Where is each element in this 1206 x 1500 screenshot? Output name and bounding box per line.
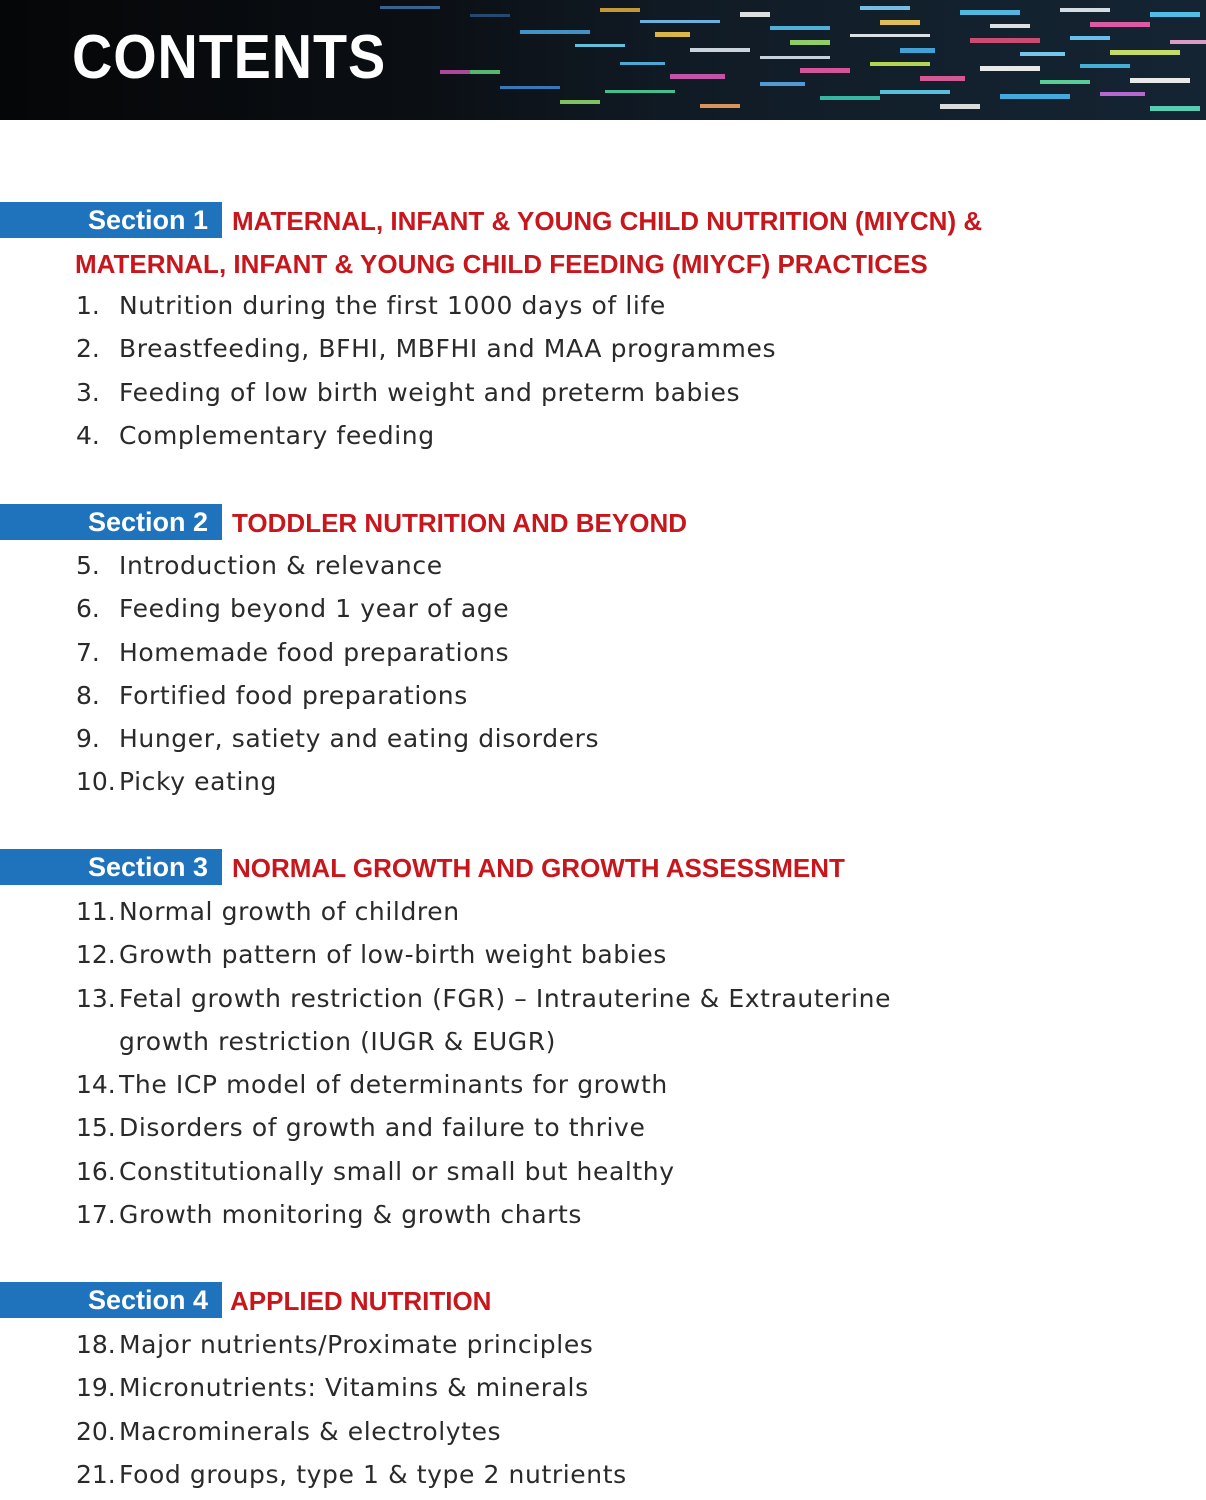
chapter-number: 1. bbox=[76, 291, 100, 320]
chapter-number: 2. bbox=[76, 334, 100, 364]
chapter-item[interactable] bbox=[76, 371, 776, 414]
section-header bbox=[0, 847, 1206, 887]
chapter-item[interactable] bbox=[76, 414, 776, 457]
chapter-item[interactable] bbox=[76, 1323, 627, 1366]
section-header bbox=[0, 1280, 1206, 1320]
chapter-title: Nutrition during the first 1000 days of life bbox=[119, 291, 666, 320]
chapter-number: 19. bbox=[76, 1373, 116, 1403]
chapter-title: Picky eating bbox=[119, 767, 277, 797]
chapter-number: 15. bbox=[76, 1113, 116, 1143]
chapter-title: Fortified food preparations bbox=[119, 680, 468, 710]
chapter-title: Feeding of low birth weight and preterm babies bbox=[119, 377, 741, 407]
chapter-number: 14. bbox=[76, 1070, 116, 1100]
section-title bbox=[232, 502, 1192, 545]
chapter-number: 18. bbox=[76, 1330, 116, 1359]
chapter-number: 7. bbox=[76, 637, 100, 667]
section-title-line1: APPLIED NUTRITION bbox=[230, 1286, 492, 1316]
chapter-number: 16. bbox=[76, 1156, 116, 1186]
chapter-item[interactable] bbox=[76, 1193, 891, 1236]
chapter-item[interactable] bbox=[76, 1106, 891, 1149]
chapter-title: Growth monitoring & growth charts bbox=[119, 1200, 583, 1230]
section-title bbox=[232, 847, 1192, 890]
section-title bbox=[230, 1280, 1190, 1323]
chapter-item[interactable] bbox=[76, 933, 891, 976]
chapter-title: Fetal growth restriction (FGR) – Intrauterine & Extrauterine bbox=[119, 983, 892, 1013]
section-header bbox=[0, 200, 1206, 279]
chapter-item[interactable] bbox=[76, 284, 776, 327]
chapter-item[interactable] bbox=[76, 1366, 627, 1409]
section-badge: Section 2 bbox=[0, 504, 222, 540]
chapter-item[interactable] bbox=[76, 890, 891, 933]
section-title-line2: MATERNAL, INFANT & YOUNG CHILD FEEDING (MIYCF) PRACTICES bbox=[75, 249, 928, 279]
chapter-item[interactable] bbox=[76, 631, 599, 674]
section-1 bbox=[0, 200, 1206, 450]
chapter-item[interactable] bbox=[76, 587, 599, 630]
chapter-item[interactable] bbox=[76, 327, 776, 370]
section-3 bbox=[0, 847, 1206, 1230]
chapter-item[interactable] bbox=[76, 1063, 891, 1106]
chapter-title: Complementary feeding bbox=[119, 420, 435, 450]
chapter-title: Micronutrients: Vitamins & minerals bbox=[119, 1373, 589, 1403]
section-2 bbox=[0, 502, 1206, 797]
chapter-title-continued: growth restriction (IUGR & EUGR) bbox=[119, 1026, 557, 1056]
chapter-number: 13. bbox=[76, 983, 116, 1013]
chapter-number: 12. bbox=[76, 940, 116, 970]
chapter-item[interactable] bbox=[76, 977, 891, 1064]
chapter-title: Breastfeeding, BFHI, MBFHI and MAA programmes bbox=[119, 334, 777, 364]
page-title: CONTENTS bbox=[72, 23, 387, 92]
chapter-item[interactable] bbox=[76, 1453, 627, 1496]
chapter-number: 11. bbox=[76, 897, 116, 926]
chapter-title: Growth pattern of low-birth weight babies bbox=[119, 940, 667, 970]
chapter-number: 10. bbox=[76, 767, 116, 797]
chapter-item[interactable] bbox=[76, 1410, 627, 1453]
section-badge: Section 1 bbox=[0, 202, 222, 238]
chapter-title: Normal growth of children bbox=[119, 897, 460, 926]
chapter-number: 20. bbox=[76, 1416, 116, 1446]
chapter-number: 3. bbox=[76, 377, 100, 407]
chapter-title: Macrominerals & electrolytes bbox=[119, 1416, 502, 1446]
page-header bbox=[0, 0, 1206, 120]
chapter-number: 6. bbox=[76, 594, 100, 624]
chapter-title: Major nutrients/Proximate principles bbox=[119, 1330, 594, 1359]
chapter-title: Constitutionally small or small but healthy bbox=[119, 1156, 675, 1186]
chapter-number: 21. bbox=[76, 1459, 116, 1489]
section-header bbox=[0, 502, 1206, 542]
chapter-number: 8. bbox=[76, 680, 100, 710]
chapter-item[interactable] bbox=[76, 760, 599, 803]
chapter-item[interactable] bbox=[76, 717, 599, 760]
chapter-title: Homemade food preparations bbox=[119, 637, 510, 667]
chapter-title: Hunger, satiety and eating disorders bbox=[119, 724, 600, 754]
chapter-title: Food groups, type 1 & type 2 nutrients bbox=[119, 1459, 627, 1489]
chapter-title: Feeding beyond 1 year of age bbox=[119, 594, 510, 624]
section-title-line1: MATERNAL, INFANT & YOUNG CHILD NUTRITION (MIYCN) & bbox=[232, 206, 983, 236]
section-badge: Section 3 bbox=[0, 849, 222, 885]
chapter-number: 9. bbox=[76, 724, 100, 754]
chapter-list bbox=[76, 544, 599, 804]
chapter-item[interactable] bbox=[76, 544, 599, 587]
chapter-item[interactable] bbox=[76, 1150, 891, 1193]
chapter-title: Introduction & relevance bbox=[119, 551, 443, 580]
chapter-title: Disorders of growth and failure to thrive bbox=[119, 1113, 646, 1143]
chapter-number: 4. bbox=[76, 420, 100, 450]
chapter-number: 17. bbox=[76, 1200, 116, 1230]
chapter-list bbox=[76, 1323, 627, 1496]
chapter-title: The ICP model of determinants for growth bbox=[119, 1070, 668, 1100]
section-title-line1: TODDLER NUTRITION AND BEYOND bbox=[232, 508, 687, 538]
chapter-number: 5. bbox=[76, 551, 100, 580]
section-4 bbox=[0, 1280, 1206, 1489]
section-title-line1: NORMAL GROWTH AND GROWTH ASSESSMENT bbox=[232, 853, 845, 883]
chapter-list bbox=[76, 890, 891, 1236]
chapter-item[interactable] bbox=[76, 674, 599, 717]
section-badge: Section 4 bbox=[0, 1282, 222, 1318]
chapter-list bbox=[76, 284, 776, 457]
